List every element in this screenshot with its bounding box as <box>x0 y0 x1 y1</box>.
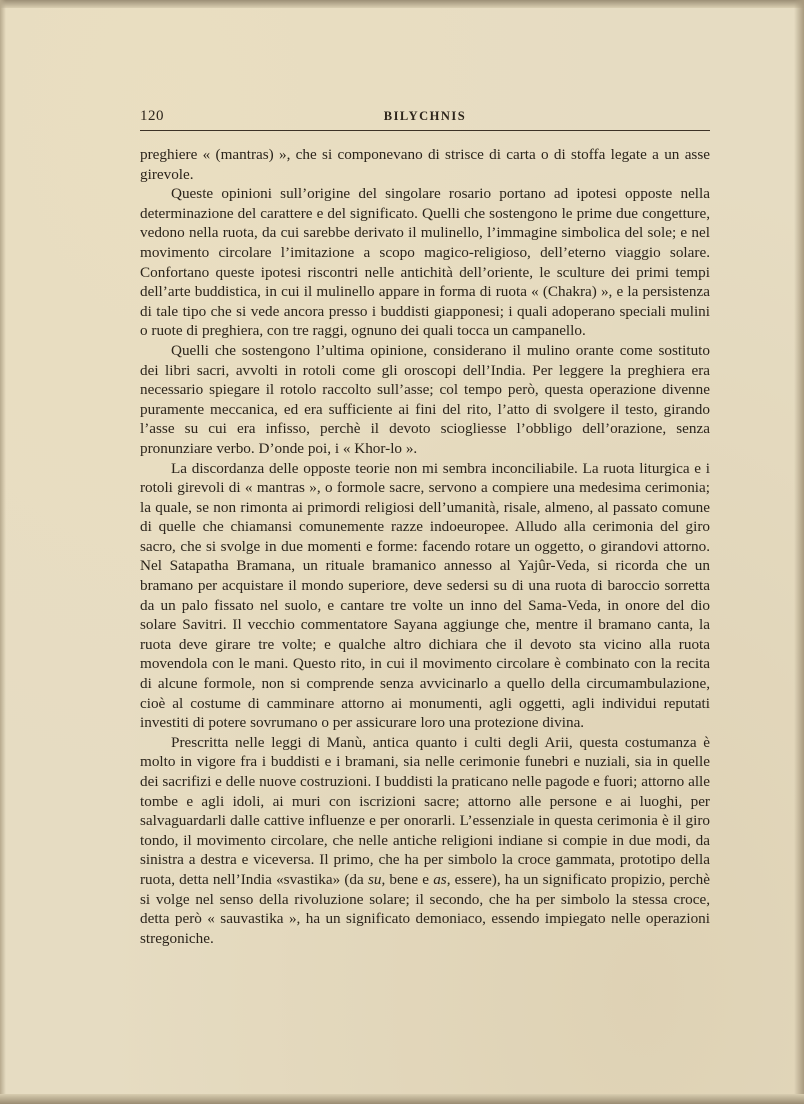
paragraph-text: La discordanza delle opposte teorie non mi sembra inconciliabile. La ruota liturgica e i rotoli girevoli di « mantras », o formole sacre, servono a compiere una medesima cerimonia; la quale, se non rimonta ai primordi religiosi dell’umanità, risale, almeno, al passato comune di quelle che chiamansi comunemente razze indoeuropee. Alludo alla cerimonia del giro sacro, che si svolge in due momenti e forme: facendo rotare un oggetto, o girandovi attorno. Nel Satapatha Bramana, un rituale bramanico annesso al Yajûr-Veda, si ricorda che un bramano per acquistare il mondo superiore, deve sedersi su di una ruota di baroccio sorretta da un palo fissato nel suolo, e cantare tre volte un inno del Sama-Veda, in onore del dio solare Savitri. Il vecchio commentatore Sayana aggiunge che, mentre il bramano canta, la ruota deve girare tre volte; e qualche altro dichiara che il devoto sta vicino alla ruota movendola con le mani. Questo rito, in cui il movimento circolare è combinato con la recita di alcune formole, non si comprende senza avvicinarlo a quello della circumambulazione, cioè al costume di camminare attorno ai monumenti, agli oggetti, agli individui reputati investiti di potere sovrumano o per assicurare loro una protezione divina. <box>140 459 710 732</box>
paragraph-text: preghiere « (mantras) », che si componevano di strisce di carta o di stoffa legate a un asse girevole. <box>140 146 710 183</box>
running-head <box>140 108 710 131</box>
paragraph-text: Prescritta nelle leggi di Manù, antica quanto i culti degli Arii, questa costumanza è molto in vigore fra i buddisti e i bramani, sia nelle cerimonie funebri e nuziali, sia in quelle dei sacrifizi e delle nuove costruzioni. I buddisti la praticano nelle pagode e fuori; attorno alle tombe e agli idoli, ai muri con iscrizioni sacre; attorno alle persone e ai luoghi, per salvaguardarli dalle cattive influenze e per onorarli. L’essenziale in questa cerimonia è il giro tondo, il movimento circolare, che nelle antiche religioni indiane si compie in due modi, da sinistra a destra e viceversa. Il primo, che ha per simbolo la croce gammata, prototipo della ruota, detta nell’India «svastika» (da <box>140 733 710 888</box>
paragraph <box>140 184 710 341</box>
paragraph <box>140 733 710 949</box>
paragraph-text: Queste opinioni sull’origine del singolare rosario portano ad ipotesi opposte nella determinazione del carattere e del significato. Quelli che sostengono le prime due congetture, vedono nella ruota, da cui sarebbe derivato il mulinello, l’immagine simbolica del sole; e nel movimento circolare l’imitazione a scopo magico-religioso, dell’eterno viaggio solare. Confortano queste ipotesi riscontri nelle antichità dell’oriente, le sculture dei primi tempi dell’arte buddistica, in cui il mulinello appare in forma di ruota « (Chakra) », e la persistenza di tale tipo che si vede ancora presso i buddisti giapponesi; i quali adoperano speciali mulini o ruote di preghiera, con tre raggi, ognuno dei quali tocca un campanello. <box>140 185 710 340</box>
paragraph <box>140 459 710 733</box>
page-bottom-edge <box>0 1094 804 1104</box>
italic-term: su <box>367 870 382 888</box>
italic-term: as <box>433 870 447 888</box>
page-left-edge <box>0 0 6 1104</box>
page-number: 120 <box>140 108 164 124</box>
journal-title: BILYCHNIS <box>383 109 467 123</box>
paragraph <box>140 341 710 459</box>
paragraph <box>140 145 710 184</box>
page-right-edge <box>794 0 804 1104</box>
paragraph-text: Quelli che sostengono l’ultima opinione, considerano il mulino orante come sostituto dei libri sacri, avvolti in rotoli come gli oroscopi dell’India. Per leggere la preghiera era necessario spiegare il rotolo raccolto sull’asse; col tempo però, questa operazione divenne puramente meccanica, ed era sufficiente ai fini del rito, l’atto di svolgere il testo, girando l’asse su cui era infisso, perchè il devoto sciogliesse l’obbligo dell’orazione, senza pronunziare verbo. D’onde poi, i « Khor-lo ». <box>140 341 710 457</box>
body-text <box>140 145 710 948</box>
paragraph-text: , bene e <box>381 870 434 888</box>
page-top-edge <box>0 0 804 8</box>
paragraph-text: , essere), ha un significato propizio, perchè si volge nel senso della rivoluzione solare; il secondo, che ha per simbolo la stessa croce, detta però « sauvastika », ha un significato demoniaco, essendo impiegato nelle operazioni stregoniche. <box>140 870 710 947</box>
